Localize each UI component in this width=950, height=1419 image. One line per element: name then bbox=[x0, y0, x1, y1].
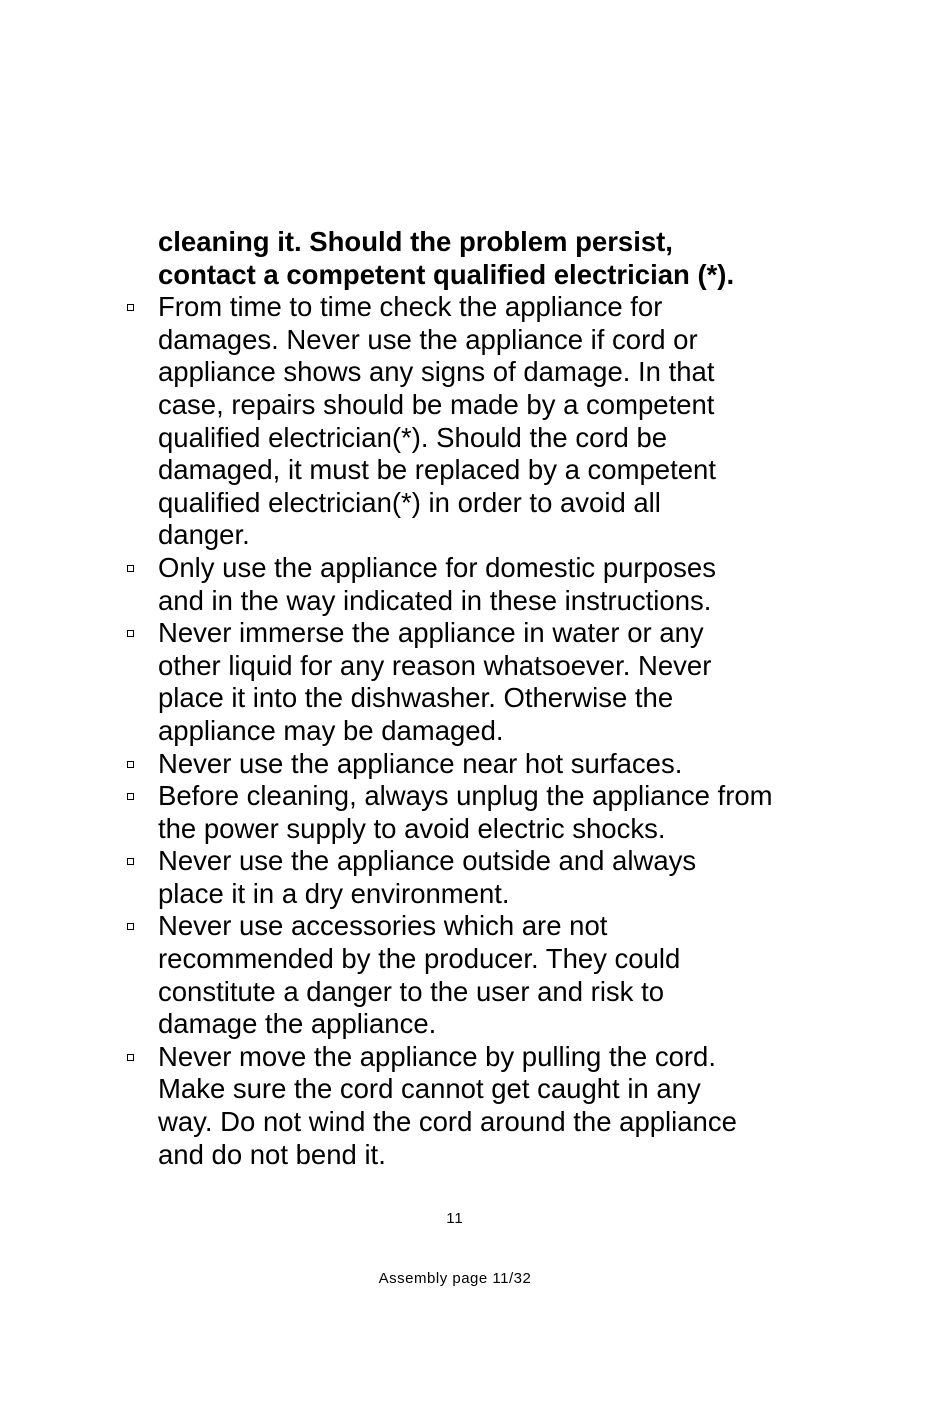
bullet-item bbox=[0, 1041, 818, 1171]
bullet-line: appliance shows any signs of damage. In that bbox=[158, 356, 715, 388]
bullet-line: constitute a danger to the user and risk to bbox=[158, 975, 664, 1007]
bullet-line: Make sure the cord cannot get caught in any bbox=[158, 1073, 701, 1105]
bullet-line: Before cleaning, always unplug the appliance from bbox=[158, 780, 773, 812]
bullet-line: Only use the appliance for domestic purposes bbox=[158, 551, 716, 583]
checkbox-bullet-icon bbox=[127, 858, 134, 865]
bullet-line: place it in a dry environment. bbox=[158, 877, 510, 909]
checkbox-bullet-icon bbox=[127, 304, 134, 311]
bullet-line: qualified electrician(*) in order to avoid all bbox=[158, 486, 661, 518]
checkbox-bullet-icon bbox=[127, 923, 134, 930]
intro-line: cleaning it. Should the problem persist, bbox=[158, 226, 673, 257]
document-body bbox=[0, 226, 950, 1171]
intro-line: contact a competent qualified electrician (*). bbox=[158, 258, 735, 290]
bullet-item bbox=[0, 552, 818, 617]
bullet-line: and in the way indicated in these instructions. bbox=[158, 584, 712, 616]
bullet-item bbox=[0, 910, 818, 1040]
bullet-item bbox=[0, 748, 818, 781]
bullet-line: Never immerse the appliance in water or any bbox=[158, 617, 704, 649]
checkbox-bullet-icon bbox=[127, 630, 134, 637]
bullet-line: other liquid for any reason whatsoever. Never bbox=[158, 649, 712, 681]
bullet-line: From time to time check the appliance for bbox=[158, 291, 663, 323]
checkbox-bullet-icon bbox=[127, 793, 134, 800]
bullet-line: Never move the appliance by pulling the cord. bbox=[158, 1040, 716, 1072]
safety-instructions-list bbox=[0, 291, 950, 1171]
bullet-line: the power supply to avoid electric shocks. bbox=[158, 812, 666, 844]
assembly-page-footer: Assembly page 11/32 bbox=[378, 1270, 532, 1287]
checkbox-bullet-icon bbox=[127, 565, 134, 572]
intro-paragraph bbox=[158, 226, 798, 291]
bullet-line: and do not bend it. bbox=[158, 1138, 386, 1170]
bullet-line: appliance may be damaged. bbox=[158, 714, 504, 746]
bullet-line: Never use the appliance outside and always bbox=[158, 845, 697, 877]
bullet-line: place it into the dishwasher. Otherwise the bbox=[158, 682, 674, 714]
bullet-line: Never use accessories which are not bbox=[158, 910, 608, 942]
bullet-line: damage the appliance. bbox=[158, 1008, 437, 1040]
checkbox-bullet-icon bbox=[127, 761, 134, 768]
bullet-line: way. Do not wind the cord around the appliance bbox=[158, 1106, 737, 1138]
bullet-item bbox=[0, 617, 818, 747]
bullet-item bbox=[0, 291, 818, 552]
bullet-line: case, repairs should be made by a competent bbox=[158, 388, 715, 420]
checkbox-bullet-icon bbox=[127, 1054, 134, 1061]
bullet-item bbox=[0, 780, 818, 845]
bullet-line: damages. Never use the appliance if cord or bbox=[158, 323, 698, 355]
bullet-line: danger. bbox=[158, 519, 250, 551]
bullet-line: recommended by the producer. They could bbox=[158, 943, 681, 975]
page-number: 11 bbox=[446, 1210, 464, 1227]
bullet-line: Never use the appliance near hot surfaces. bbox=[158, 747, 683, 779]
bullet-line: damaged, it must be replaced by a competent bbox=[158, 454, 716, 486]
bullet-line: qualified electrician(*). Should the cord be bbox=[158, 421, 668, 453]
bullet-item bbox=[0, 845, 818, 910]
